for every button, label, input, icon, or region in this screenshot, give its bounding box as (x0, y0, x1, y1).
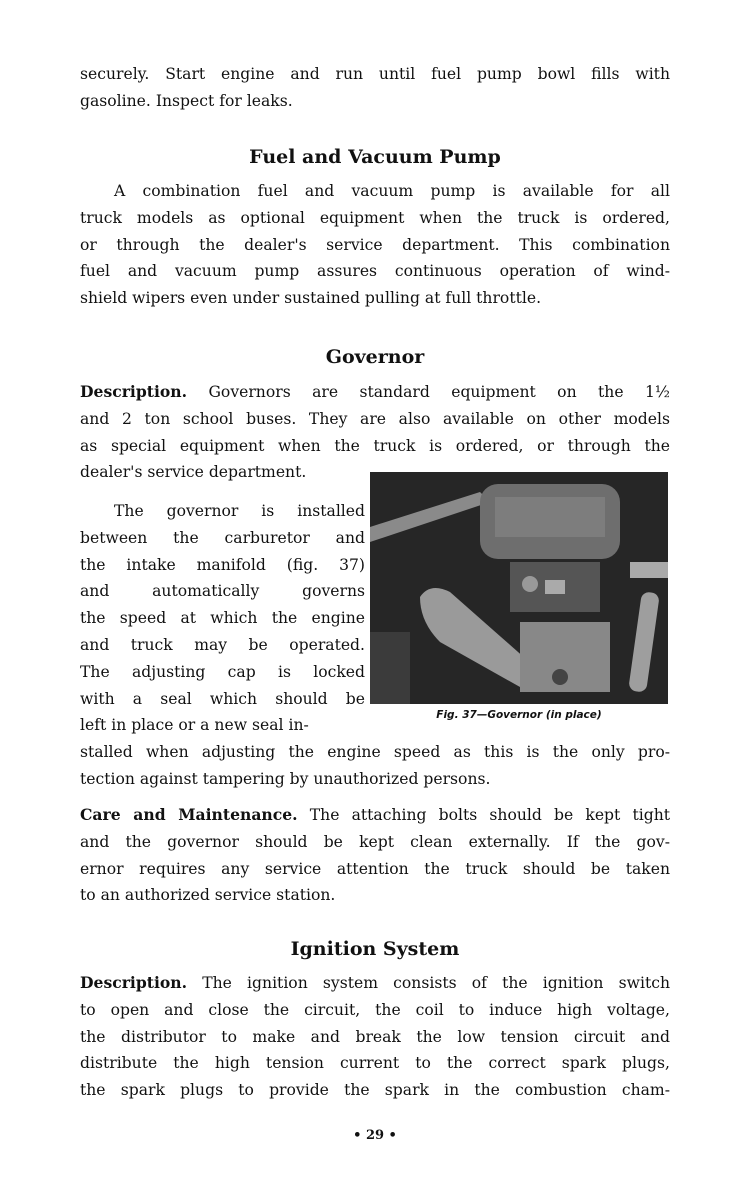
paragraph-line (80, 235, 670, 255)
line-text: shield wipers even under sustained pulling at full throttle. (80, 289, 542, 308)
line-text: ernor requires any service attention the truck should be taken (80, 859, 670, 878)
line-text: or through the dealer's service department. This combination (80, 235, 670, 254)
paragraph-line (80, 261, 670, 281)
line-text: with a seal which should be (80, 689, 365, 708)
paragraph-line (80, 859, 670, 879)
paragraph-line (80, 501, 365, 521)
line-text: dealer's service department. (80, 463, 307, 482)
line-text: fuel and vacuum pump assures continuous operation of wind- (80, 262, 670, 281)
figure-37-governor-photo (370, 472, 668, 704)
line-text: truck models as optional equipment when the truck is ordered, (80, 208, 670, 227)
paragraph-line (80, 581, 365, 601)
paragraph-line (80, 181, 670, 201)
paragraph-line (80, 635, 365, 655)
line-text: The ignition system consists of the ignition switch (187, 974, 670, 992)
line-text: the spark plugs to provide the spark in the combustion cham- (80, 1081, 670, 1100)
line-text: and truck may be operated. (80, 636, 365, 654)
paragraph-line (80, 769, 670, 789)
section-heading: Governor (325, 346, 425, 368)
line-text: to an authorized service station. (80, 886, 336, 905)
line-text: The attaching bolts should be kept tight (297, 806, 671, 824)
paragraph-line (80, 715, 365, 735)
line-text: securely. Start engine and run until fuel pump bowl fills with (80, 65, 670, 83)
line-text: and the governor should be kept clean externally. If the gov- (80, 832, 670, 851)
paragraph-lead-in: Description. (80, 973, 188, 992)
line-text: to open and close the circuit, the coil to induce high voltage, (80, 1000, 670, 1019)
line-text: and 2 ton school buses. They are also available on other models (80, 409, 670, 428)
paragraph-line (80, 436, 670, 456)
line-text: and automatically governs (80, 582, 365, 601)
paragraph-line (80, 1000, 670, 1020)
line-text: tection against tampering by unauthorized persons. (80, 769, 491, 788)
line-text: distribute the high tension current to the correct spark plugs, (80, 1054, 670, 1073)
paragraph-line (80, 1027, 670, 1047)
line-text: The adjusting cap is locked (80, 662, 365, 681)
line-text: A combination fuel and vacuum pump is available for all (114, 182, 670, 200)
paragraph-line (80, 608, 365, 628)
page-number: • 29 • (353, 1128, 397, 1143)
paragraph-line (80, 1080, 670, 1100)
paragraph-line (80, 555, 365, 575)
line-text: as special equipment when the truck is ordered, or through the (80, 436, 670, 455)
paragraph-line (80, 91, 670, 111)
line-text: the speed at which the engine (80, 609, 365, 628)
paragraph-line (80, 973, 670, 993)
paragraph-lead-in: Care and Maintenance. (80, 805, 298, 824)
paragraph-line (80, 409, 670, 429)
line-text: the intake manifold (fig. 37) (80, 555, 365, 574)
line-text: gasoline. Inspect for leaks. (80, 91, 293, 110)
line-text: the distributor to make and break the low tension circuit and (80, 1027, 670, 1046)
paragraph-line (80, 208, 670, 228)
paragraph-line (80, 288, 670, 308)
section-heading: Ignition System (290, 938, 460, 960)
paragraph-line (80, 382, 670, 402)
paragraph-line (80, 689, 365, 709)
line-text: between the carburetor and (80, 528, 365, 547)
paragraph-line (80, 885, 670, 905)
section-heading: Fuel and Vacuum Pump (249, 146, 501, 168)
paragraph-lead-in: Description. (80, 382, 188, 401)
paragraph-line (80, 662, 365, 682)
line-text: The governor is installed (114, 502, 365, 520)
paragraph-line (80, 1053, 670, 1073)
line-text: stalled when adjusting the engine speed as this is the only pro- (80, 743, 670, 761)
paragraph-line (80, 742, 670, 762)
line-text: Governors are standard equipment on the 1½ (187, 383, 670, 401)
paragraph-line (80, 528, 365, 548)
figure-caption: Fig. 37—Governor (in place) (436, 709, 602, 721)
paragraph-line (80, 805, 670, 825)
line-text: left in place or a new seal in- (80, 716, 309, 735)
paragraph-line (80, 832, 670, 852)
paragraph-line (80, 64, 670, 84)
